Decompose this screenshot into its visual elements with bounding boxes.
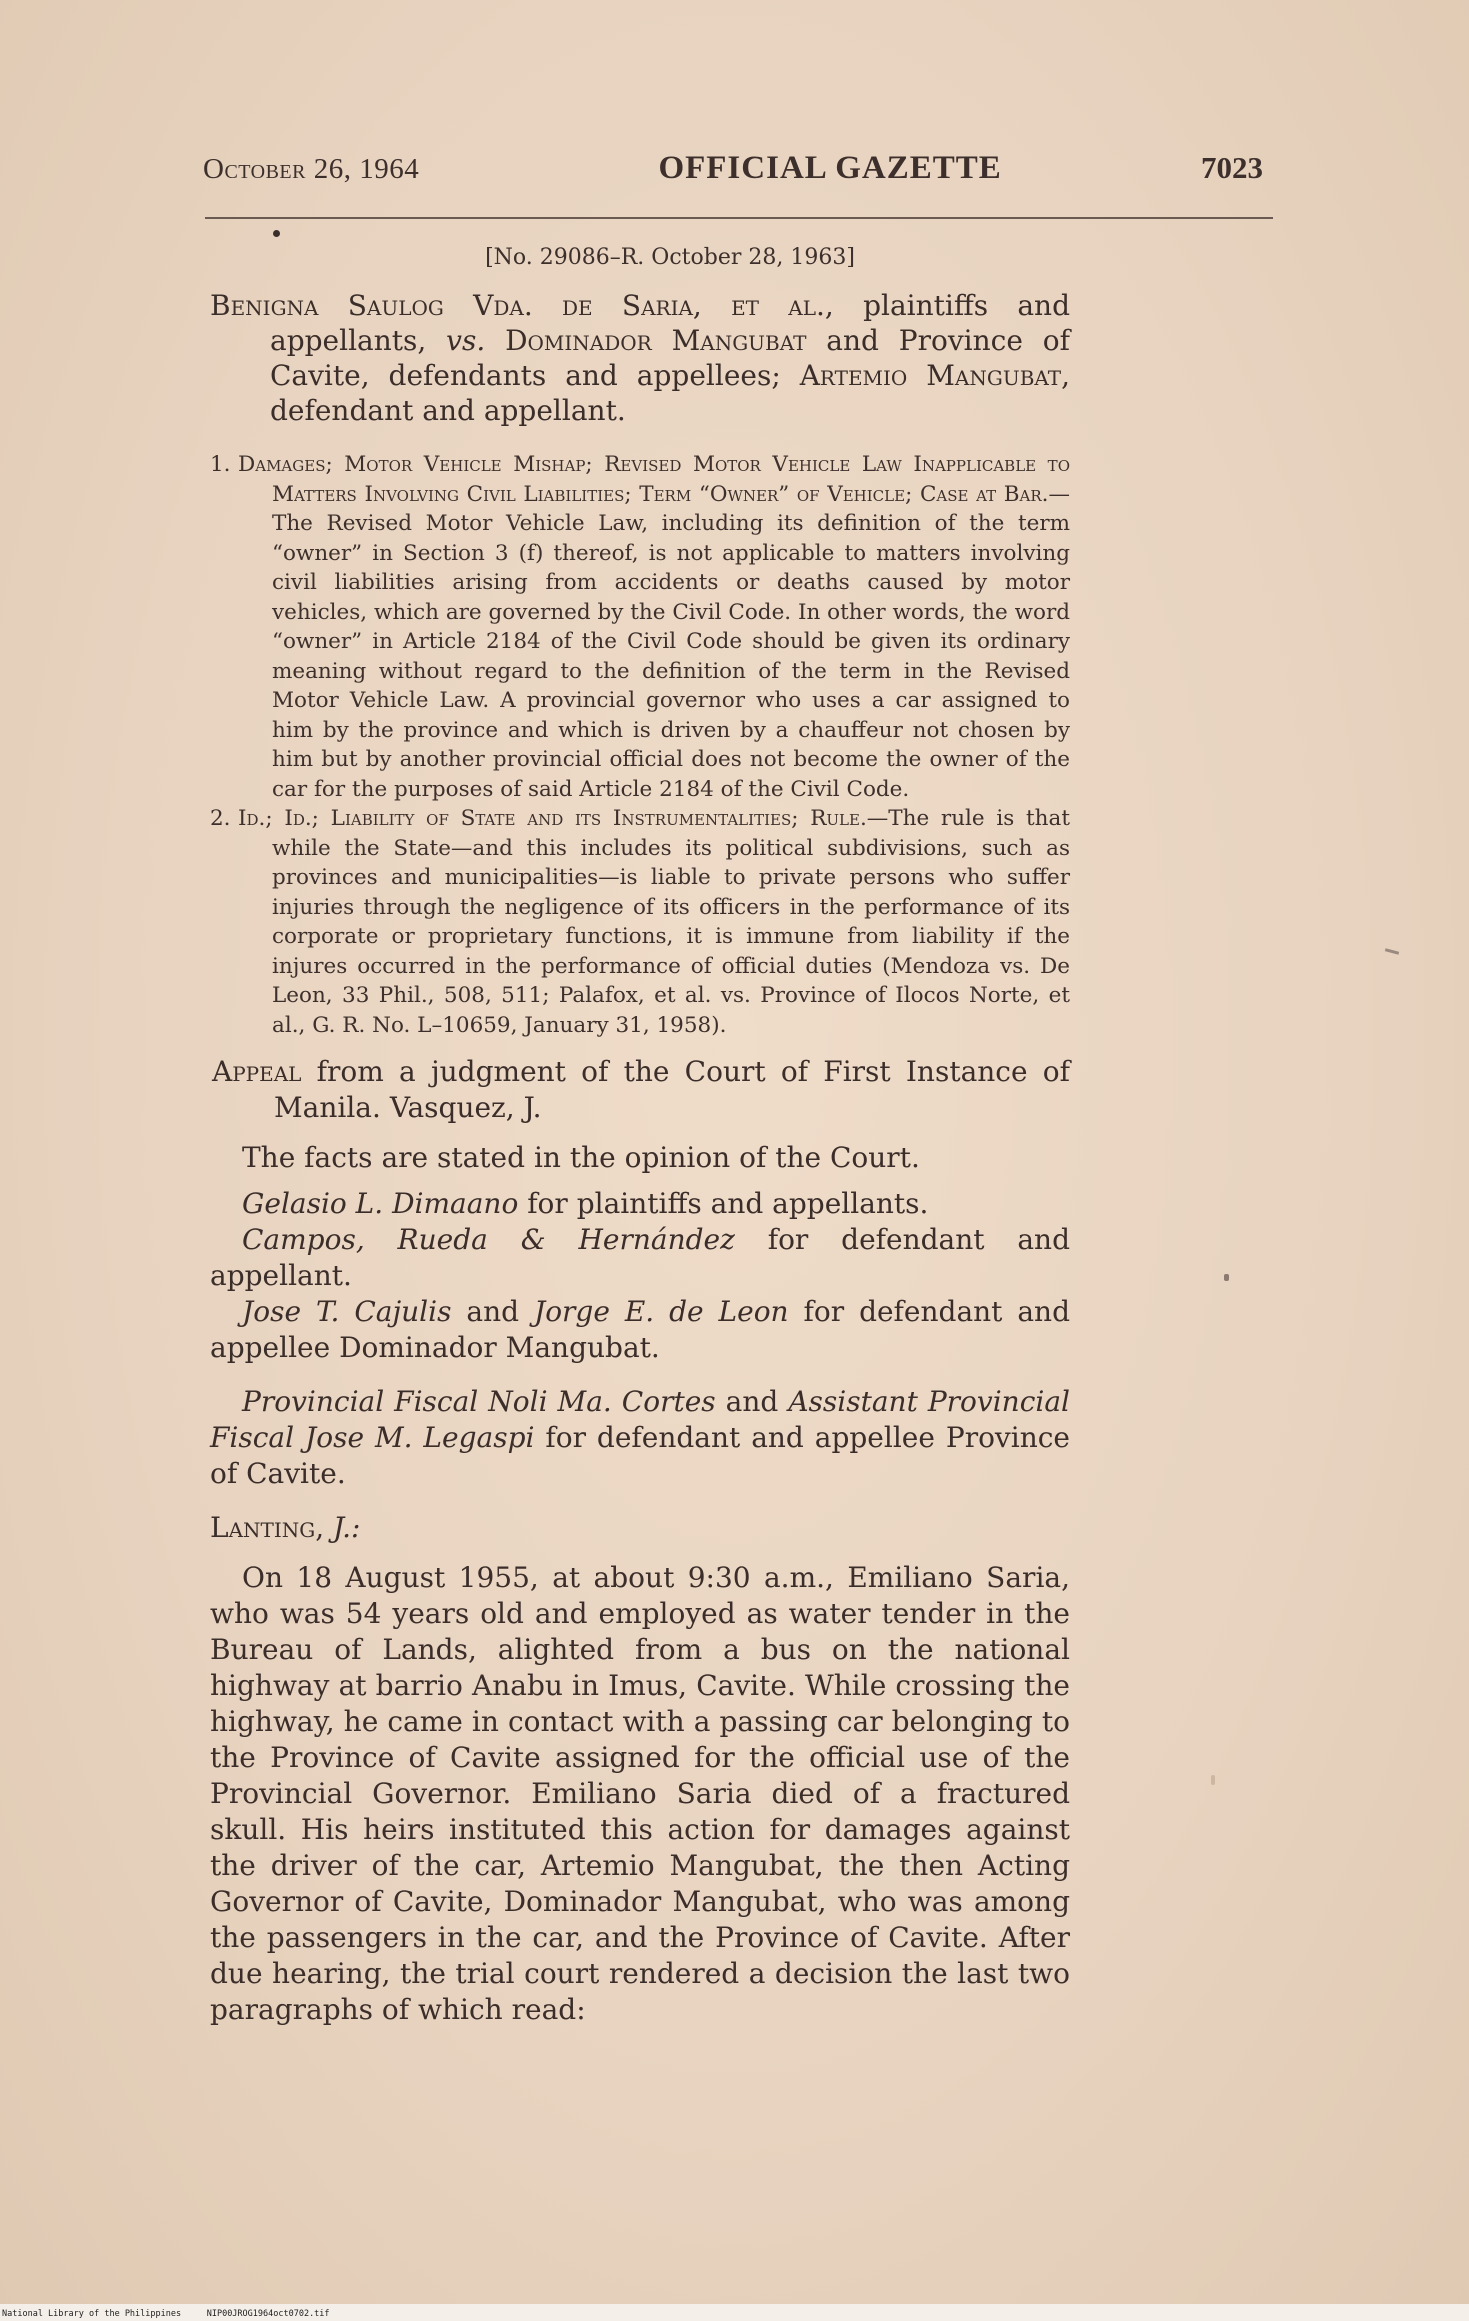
bullet-mark — [273, 230, 280, 237]
counsel-line — [210, 1384, 1070, 1492]
scan-speck — [1224, 1274, 1229, 1281]
page-number: 7023 — [1201, 150, 1263, 185]
appeal-text: from a judgment of the Court of First Instance of Manila. — [274, 1055, 1070, 1124]
appeal-judge: Vasquez, J. — [389, 1091, 542, 1124]
party-name-1: Benigna Saulog Vda. de Saria, et al. — [210, 289, 825, 322]
counsel-line — [210, 1222, 1070, 1294]
footer-library: National Library of the Philippines — [2, 2309, 182, 2319]
counsel-role: for plaintiffs and appellants. — [518, 1187, 929, 1220]
counsel-names: Gelasio L. Dimaano — [242, 1187, 519, 1220]
counsel-line — [210, 1294, 1070, 1366]
footer-filename: NIP00JROG1964oct0702.tif — [206, 2309, 330, 2319]
page-header — [203, 150, 1263, 200]
opinion-author — [210, 1510, 1070, 1546]
counsel-role: for defendant and appellant. — [210, 1223, 1071, 1292]
syllabus-number: 1. — [210, 452, 231, 477]
party-text-1: , plaintiffs and appellants, — [270, 289, 1070, 357]
party-text-3: , defendant and appellant. — [270, 359, 1070, 427]
header-rule — [205, 217, 1273, 219]
counsel-names: Campos, Rueda & Hernández — [242, 1223, 735, 1256]
counsel-line — [210, 1186, 1070, 1222]
appeal-lead: Appeal — [212, 1055, 302, 1088]
syllabus-number: 2. — [210, 806, 231, 831]
counsel-role: for defendant and appellee Dominador Mangubat. — [210, 1295, 1071, 1364]
syllabus-text: —The Revised Motor Vehicle Law, including its definition of the term “owner” in Section 3 (f) thereof, is not applicable to matters involving civil liabilities arising from accidents or deaths caused by motor vehicles, which are governed by the Civil Code. In other words, the word “owner” in Article 2184 of the Civil Code should be given its ordinary meaning without regard to the definition of the term in the Revised Motor Vehicle Law. A provincial governor who uses a car assigned to him by the province and which is driven by a chauffeur not chosen by him but by another provincial official does not become the owner of the car for the purposes of said Article 2184 of the Civil Code. — [272, 481, 1070, 802]
counsel-conj: and — [451, 1295, 534, 1328]
syllabus-text: —The rule is that while the State—and this includes its political subdivisions, such as provinces and municipalities—is liable to private persons who suffer injuries through the negligence of its officers in the performance of its corporate or proprietary functions, it is immune from liability if the injures occurred in the performance of official duties (Mendoza vs. De Leon, 33 Phil., 508, 511; Palafox, et al. vs. Province of Ilocos Norte, et al., G. R. No. L–10659, January 31, 1958). — [272, 806, 1070, 1038]
appeal-line — [214, 1054, 1070, 1126]
opinion-paragraph: On 18 August 1955, at about 9:30 a.m., Emiliano Saria, who was 54 years old and employed as water tender in the Bureau of Lands, alighted from a bus on the national highway at barrio Anabu in Imus, Cavite. While crossing the highway, he came in contact with a passing car belonging to the Province of Cavite assigned for the official use of the Provincial Governor. Emiliano Saria died of a fractured skull. His heirs instituted this action for damages against the driver of the car, Artemio Mangubat, the then Acting Governor of Cavite, Dominador Mangubat, who was among the passengers in the car, and the Province of Cavite. After due hearing, the trial court rendered a decision the last two paragraphs of which read: — [210, 1561, 1070, 2026]
counsel-names: Assistant Provincial Fiscal Jose M. Legaspi — [210, 1385, 1071, 1454]
syllabus-heading: Id.; Id.; Liability of State and its Instrumentalities; Rule. — [238, 806, 867, 831]
docket-number: [No. 29086–R. October 28, 1963] — [485, 245, 855, 270]
case-parties — [210, 288, 1070, 428]
syllabus-item — [210, 804, 1070, 1040]
counsel-names: Jose T. Cajulis — [242, 1295, 452, 1328]
versus: vs. — [446, 324, 486, 357]
counsel-names: Provincial Fiscal Noli Ma. Cortes — [242, 1385, 716, 1418]
syllabus-heading: Damages; Motor Vehicle Mishap; Revised Motor Vehicle Law Inapplicable to Matters Involving Civil Liabilities; Term “Owner” of Vehicle; Case at Bar. — [238, 452, 1070, 507]
document-body — [210, 245, 1070, 2028]
header-title: OFFICIAL GAZETTE — [658, 150, 1002, 186]
facts-statement: The facts are stated in the opinion of the Court. — [242, 1141, 920, 1174]
scan-speck — [1211, 1775, 1215, 1785]
scan-speck — [1385, 948, 1399, 955]
party-text-2: and Province of Cavite, defendants and appellees; — [270, 324, 1070, 392]
author-name: Lanting, — [210, 1511, 325, 1544]
header-date: October 26, 1964 — [203, 153, 420, 185]
syllabus-item — [210, 450, 1070, 804]
party-name-2: Dominador Mangubat — [505, 324, 807, 357]
scan-footer — [2, 2308, 602, 2320]
author-title: J.: — [324, 1511, 361, 1544]
counsel-conj: and — [715, 1385, 789, 1418]
party-name-3: Artemio Mangubat — [799, 359, 1062, 392]
counsel-names: Jorge E. de Leon — [533, 1295, 789, 1328]
counsel-role: for defendant and appellee Province of Cavite. — [210, 1421, 1070, 1490]
